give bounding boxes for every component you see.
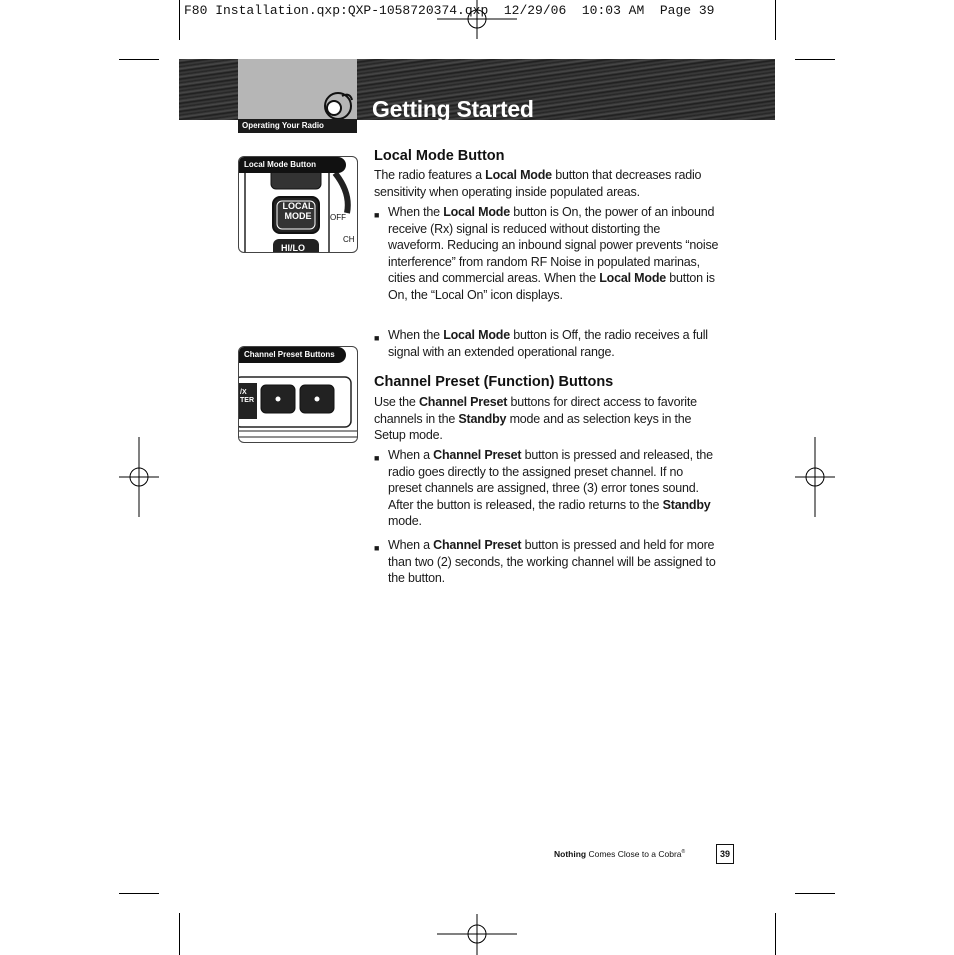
cobra-logo-icon [320,86,360,122]
section-tab-label: Operating Your Radio [238,119,357,133]
bullet-icon: ■ [374,543,380,553]
list-item: ■ When a Channel Preset button is pressed and held for more than two (2) seconds, the working channel will be assigned to the button. [374,538,716,585]
local-mode-figure [238,156,358,253]
channel-preset-figure [238,346,358,443]
side-text-2: TER [240,397,254,404]
ch-label: CH [343,235,355,244]
footer-tagline: Nothing Comes Close to a Cobra® [554,849,686,859]
hilo-label: HI/LO [281,243,305,253]
page-title: Getting Started [372,96,534,122]
channel-preset-heading: Channel Preset (Function) Buttons [374,374,614,390]
mode-button-text: MODE [284,211,312,221]
bullet-icon: ■ [374,453,380,463]
list-item: ■ When a Channel Preset button is pressed and released, the radio goes directly to the assigned preset channel. If no preset channels are assigned, three (3) error tones sound. After the button is released, the radio returns to the Standby mode. [374,448,713,528]
off-label: OFF [330,213,346,222]
page-number: 39 [716,844,734,864]
figure-label: Channel Preset Buttons [239,347,346,363]
bullet-icon: ■ [374,333,380,343]
local-mode-intro: The radio features a Local Mode button that decreases radio sensitivity when operating inside populated areas. [374,168,702,199]
channel-preset-intro: Use the Channel Preset buttons for direct access to favorite channels in the Standby mode and as selection keys in the Setup mode. [374,395,697,442]
figure-label: Local Mode Button [239,157,346,173]
list-item: ■ When the Local Mode button is Off, the radio receives a full signal with an extended operational range. [374,328,708,359]
side-text-1: /X [240,389,247,396]
bullet-icon: ■ [374,210,380,220]
local-button-text: LOCAL [282,201,314,211]
local-mode-heading: Local Mode Button [374,148,505,164]
slug-line: F80 Installation.qxp:QXP-1058720374.qxp 12/29/06 10:03 AM Page 39 [184,3,715,18]
preset-buttons-illustration [239,363,357,442]
list-item: ■ When the Local Mode button is On, the power of an inbound receive (Rx) signal is reduced without distorting the waveform. Reducing an inbound signal power prevents “noise interference” from random RF Noise in populated marinas, cities and commercial areas. When the Local Mode button is On, the “Local On” icon displays. [374,205,719,302]
